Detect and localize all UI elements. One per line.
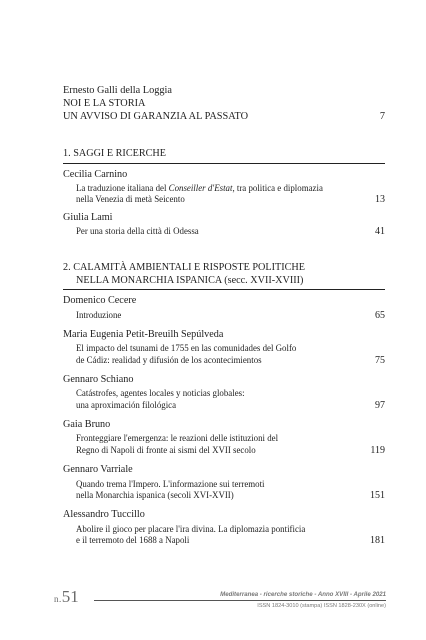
entry-title	[63, 343, 385, 366]
entry-page-number: 119	[370, 444, 385, 456]
toc-entry-petit-breuilh	[63, 329, 385, 366]
entry-title-line-2: Regno di Napoli di fronte ai sismi del XVII secolo	[76, 444, 256, 455]
entry-author: Cecilia Carnino	[63, 168, 128, 180]
entry-title-line-2: de Cádiz: realidad y difusión de los acontecimientos	[76, 354, 262, 365]
entry-title-line-2: nella Monarchia ispanica (secoli XVI-XVII)	[76, 489, 234, 500]
entry-page-number: 97	[375, 399, 385, 411]
toc-entry-lami	[63, 212, 385, 238]
entry-author: Giulia Lami	[63, 211, 113, 223]
section-saggi-e-ricerche	[63, 148, 385, 237]
intro-entry	[63, 84, 385, 123]
issue-number	[54, 587, 79, 609]
entry-author: Maria Eugenia Petit-Breuilh Sepúlveda	[63, 328, 224, 340]
intro-author: Ernesto Galli della Loggia	[63, 85, 172, 96]
issue-prefix: n.	[54, 594, 62, 604]
section-1-divider	[63, 163, 385, 164]
entry-title-line-1: Quando trema l'Impero. L'informazione sui terremoti	[76, 478, 265, 489]
entry-title	[63, 226, 385, 237]
footer-journal-line: Mediterranea - ricerche storiche - Anno XVIII - Aprile 2021	[220, 591, 386, 598]
section-2-title	[63, 262, 385, 287]
section-calamita-ambientali	[63, 262, 385, 546]
entry-title-line-1: Per una storia della città di Odessa	[76, 226, 199, 237]
entry-author: Gennaro Schiano	[63, 373, 134, 385]
toc-entry-varriale	[63, 464, 385, 501]
toc-entry-bruno	[63, 419, 385, 456]
entry-title	[63, 479, 385, 502]
entry-title-line-1: Abolire il gioco per placare l'ira divina. La diplomazia pontificia	[76, 523, 306, 534]
entry-title-line-1: Catástrofes, agentes locales y noticias globales:	[76, 388, 245, 399]
footer-issn-line: ISSN 1824-3010 (stampa) ISSN 1828-230X (online)	[257, 603, 386, 609]
entry-page-number: 13	[375, 194, 385, 206]
entry-page-number: 151	[370, 489, 385, 501]
entry-title	[63, 183, 385, 206]
entry-title-italic-text: Conseiller d'Estat	[168, 183, 233, 193]
entry-title	[63, 388, 385, 411]
entry-page-number: 41	[375, 226, 385, 238]
entry-title-line-1: El impacto del tsunami de 1755 en las comunidades del Golfo	[76, 343, 297, 354]
section-1-title-text: 1. SAGGI E RICERCHE	[63, 148, 167, 159]
toc-entry-schiano	[63, 374, 385, 411]
entry-page-number: 65	[375, 309, 385, 321]
entry-title	[63, 310, 385, 321]
entry-page-number: 75	[375, 354, 385, 366]
entry-title-text: , tra politica e diplomazia	[232, 183, 323, 193]
entry-author: Gennaro Varriale	[63, 464, 133, 476]
intro-page-number: 7	[379, 111, 385, 122]
entry-title-line-1: Fronteggiare l'emergenza: le reazioni delle istituzioni del	[76, 433, 279, 444]
toc-entry-carnino	[63, 169, 385, 206]
entry-title-line-2: una aproximación filológica	[76, 399, 177, 410]
entry-author: Gaia Bruno	[63, 418, 111, 430]
section-2-title-line-2: NELLA MONARCHIA ISPANICA (secc. XVII-XVIII)	[76, 274, 304, 286]
issue-value: 51	[61, 587, 79, 606]
entry-author: Alessandro Tuccillo	[63, 509, 145, 521]
toc-entry-tuccillo	[63, 509, 385, 546]
entry-title	[63, 524, 385, 547]
entry-author: Domenico Cecere	[63, 295, 137, 306]
footer-divider	[94, 600, 386, 601]
entry-title-line-2: nella Venezia di metà Seicento	[76, 194, 185, 205]
intro-title-line-2	[63, 110, 385, 123]
intro-title-line-1: NOI E LA STORIA	[63, 98, 146, 109]
entry-title-line-2: e il terremoto del 1688 a Napoli	[76, 534, 190, 545]
section-1-title	[63, 148, 385, 161]
intro-title-text: UN AVVISO DI GARANZIA AL PASSATO	[63, 111, 249, 122]
entry-page-number: 181	[370, 534, 385, 546]
section-2-title-line-1: 2. CALAMITÀ AMBIENTALI E RISPOSTE POLITICHE	[63, 262, 305, 273]
section-2-divider	[63, 289, 385, 290]
entry-title-text: La traduzione italiana del	[76, 183, 169, 193]
entry-title-line-1: Introduzione	[76, 309, 122, 320]
entry-title	[63, 433, 385, 456]
toc-entry-cecere	[63, 295, 385, 321]
entry-title-line-1	[76, 183, 385, 194]
